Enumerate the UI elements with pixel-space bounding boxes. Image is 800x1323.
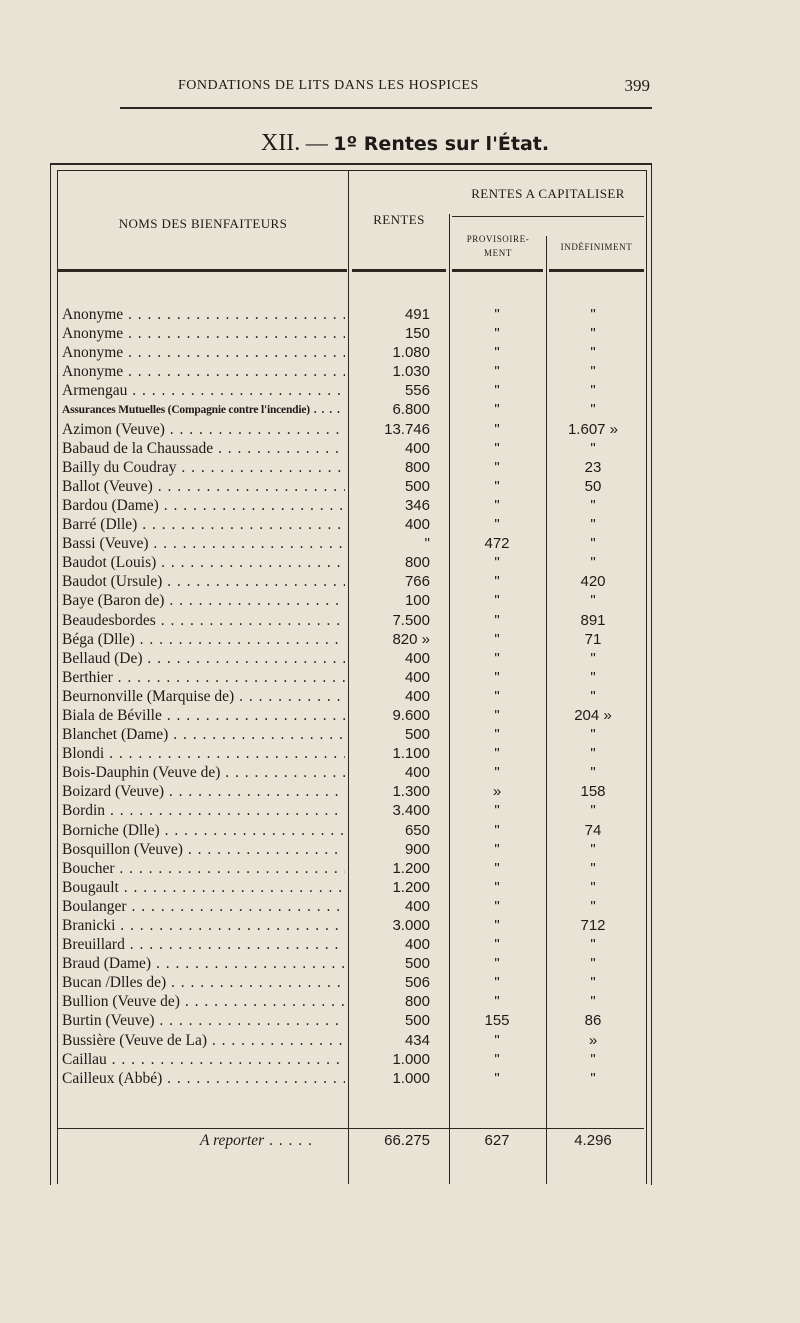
table-row [0, 325, 800, 344]
row-provisoire: " [494, 974, 500, 992]
row-indefiniment: " [590, 439, 596, 457]
table-row [0, 535, 800, 554]
table-row [0, 898, 800, 917]
header-bar-rentes [352, 269, 446, 272]
section-dash: — [305, 130, 328, 155]
table-row [0, 363, 800, 382]
table-row [0, 688, 800, 707]
row-indefiniment: 891 [580, 611, 606, 629]
row-rentes: 766 [404, 573, 430, 591]
row-rentes: 500 [404, 726, 430, 744]
row-provisoire: " [494, 726, 500, 744]
row-name: Barré (Dlle) . . . [62, 516, 345, 534]
table-row [0, 764, 800, 783]
row-provisoire: " [494, 1050, 500, 1068]
row-indefiniment: " [590, 897, 596, 915]
header-bar-provisoire [452, 269, 543, 272]
row-rentes: 500 [404, 477, 430, 495]
row-provisoire: " [494, 955, 500, 973]
row-rentes: 400 [404, 936, 430, 954]
row-rentes: 400 [404, 687, 430, 705]
row-name: Bois-Dauphin (Veuve de) . . . [62, 764, 345, 782]
table-row [0, 841, 800, 860]
table-row [0, 669, 800, 688]
row-indefiniment: " [590, 401, 596, 419]
row-rentes: 3.000 [392, 917, 430, 934]
row-rentes: 800 [404, 458, 430, 476]
row-provisoire: " [494, 859, 500, 877]
table-row [0, 726, 800, 745]
row-provisoire: " [494, 382, 500, 400]
row-indefiniment: " [590, 535, 596, 553]
row-provisoire: " [494, 516, 500, 534]
row-rentes: 346 [404, 496, 430, 514]
row-name: Branicki . . . [62, 917, 345, 935]
row-name: Ballot (Veuve) . . . [62, 478, 345, 496]
row-name: Boizard (Veuve) . . . [62, 783, 345, 801]
row-name: Baudot (Ursule) . . . [62, 573, 345, 591]
table-row [0, 401, 800, 420]
row-rentes: 6.800 [392, 401, 430, 419]
row-rentes: 9.600 [392, 706, 430, 724]
row-provisoire: » [492, 783, 502, 801]
row-provisoire: " [494, 668, 500, 686]
table-row [0, 936, 800, 955]
row-name: Armengau . . . [62, 382, 345, 400]
row-provisoire: " [494, 477, 500, 495]
table-row [0, 421, 800, 440]
row-indefiniment: " [590, 306, 596, 323]
row-name: Burtin (Veuve) . . . [62, 1012, 345, 1030]
table-row [0, 459, 800, 478]
row-provisoire: " [494, 458, 500, 476]
table-row [0, 497, 800, 516]
table-row [0, 822, 800, 841]
row-name: Boulanger . . . [62, 898, 345, 916]
row-indefiniment: 23 [584, 458, 602, 476]
row-indefiniment: " [590, 363, 596, 381]
row-indefiniment: " [590, 668, 596, 686]
row-indefiniment: " [590, 840, 596, 858]
row-indefiniment: 74 [584, 821, 602, 839]
row-indefiniment: " [590, 993, 596, 1011]
row-provisoire: " [494, 344, 500, 362]
row-provisoire: " [494, 363, 500, 381]
total-row [0, 1132, 800, 1154]
row-provisoire: 472 [484, 535, 510, 553]
row-indefiniment: " [590, 764, 596, 782]
row-indefiniment: " [590, 516, 596, 534]
row-name: Biala de Béville . . . [62, 707, 345, 725]
row-indefiniment: " [590, 325, 596, 343]
table-row [0, 1032, 800, 1051]
table-row [0, 478, 800, 497]
row-indefiniment: 420 [580, 573, 606, 591]
row-rentes: 800 [404, 554, 430, 572]
row-name: Berthier . . . [62, 669, 345, 687]
row-indefiniment: 71 [584, 630, 602, 648]
header-rule [120, 107, 652, 109]
row-name: Bosquillon (Veuve) . . . [62, 841, 345, 859]
row-provisoire: " [494, 1031, 500, 1049]
row-provisoire: " [494, 840, 500, 858]
row-rentes: 1.000 [392, 1069, 430, 1087]
row-name: Bucan /Dlles de) . . . [62, 974, 345, 992]
row-name: Blondi . . . [62, 745, 345, 763]
table-row [0, 650, 800, 669]
row-rentes: 820 » [392, 630, 430, 648]
row-provisoire: " [494, 764, 500, 782]
row-provisoire: " [494, 897, 500, 915]
row-rentes: 400 [404, 897, 430, 915]
col-header-provisoire-line2: MENT [484, 248, 512, 258]
row-name: Baye (Baron de) . . . [62, 592, 345, 610]
row-name: Bardou (Dame) . . . [62, 497, 345, 515]
row-rentes: 13.746 [384, 420, 430, 438]
row-name: Breuillard . . . [62, 936, 345, 954]
row-name: Beaudesbordes . . . [62, 612, 345, 630]
row-provisoire: " [494, 325, 500, 343]
row-rentes: 400 [404, 668, 430, 686]
row-rentes: 3.400 [392, 802, 430, 820]
table-body [0, 306, 800, 1089]
row-indefiniment: 204 » [574, 706, 612, 724]
col-header-provisoire-line1: PROVISOIRE- [466, 234, 530, 244]
total-rentes: 66.275 [384, 1132, 430, 1149]
row-provisoire: " [494, 420, 500, 438]
row-indefiniment: " [590, 974, 596, 992]
row-provisoire: " [494, 401, 500, 419]
row-provisoire: " [494, 1069, 500, 1087]
row-rentes: 500 [404, 1012, 430, 1030]
row-provisoire: " [494, 936, 500, 954]
row-rentes: 1.030 [392, 363, 430, 381]
row-indefiniment: » [588, 1031, 598, 1049]
row-indefiniment: 86 [584, 1012, 602, 1030]
row-name: Cailleux (Abbé) . . . [62, 1070, 345, 1088]
row-rentes: 491 [404, 306, 430, 323]
table-row [0, 974, 800, 993]
row-provisoire: " [494, 917, 500, 934]
header-bar-names [58, 269, 347, 272]
row-name: Bussière (Veuve de La) . . . [62, 1032, 345, 1050]
row-indefiniment: " [590, 859, 596, 877]
row-indefiniment: " [590, 802, 596, 820]
row-provisoire: 155 [484, 1012, 510, 1030]
row-rentes: 506 [404, 974, 430, 992]
row-rentes: 1.100 [392, 745, 430, 763]
row-indefiniment: " [590, 1050, 596, 1068]
table-row [0, 573, 800, 592]
table-row [0, 592, 800, 611]
row-name: Beurnonville (Marquise de) . . . [62, 688, 345, 706]
table-row [0, 1051, 800, 1070]
running-title: FONDATIONS DE LITS DANS LES HOSPICES [178, 78, 479, 93]
row-name: Baudot (Louis) . . . [62, 554, 345, 572]
row-indefiniment: " [590, 955, 596, 973]
row-name: Assurances Mutuelles (Compagnie contre l'incendie) . . . [62, 404, 345, 416]
row-indefiniment: " [590, 554, 596, 572]
page-header [50, 78, 650, 100]
row-indefiniment: " [590, 936, 596, 954]
row-provisoire: " [494, 802, 500, 820]
table-row [0, 783, 800, 802]
row-indefiniment: " [590, 382, 596, 400]
table-row [0, 1012, 800, 1031]
row-provisoire: " [494, 706, 500, 724]
section-title [0, 130, 800, 157]
row-indefiniment: " [590, 687, 596, 705]
row-indefiniment: " [590, 344, 596, 362]
row-name: Borniche (Dlle) . . . [62, 822, 345, 840]
row-provisoire: " [494, 554, 500, 572]
table-row [0, 917, 800, 936]
row-indefiniment: 50 [584, 477, 602, 495]
row-provisoire: " [494, 821, 500, 839]
table-row [0, 802, 800, 821]
row-rentes: 7.500 [392, 611, 430, 629]
row-name: Braud (Dame) . . . [62, 955, 345, 973]
row-name: Azimon (Veuve) . . . [62, 421, 345, 439]
row-provisoire: " [494, 573, 500, 591]
row-provisoire: " [494, 611, 500, 629]
row-indefiniment: " [590, 496, 596, 514]
table-row [0, 631, 800, 650]
col-header-provisoire [450, 232, 546, 260]
row-name: Bassi (Veuve) . . . [62, 535, 345, 553]
row-rentes: 1.300 [392, 783, 430, 801]
row-rentes: 800 [404, 993, 430, 1011]
row-rentes: 400 [404, 764, 430, 782]
row-name: Anonyme . . . [62, 325, 345, 343]
table-row [0, 860, 800, 879]
row-provisoire: " [494, 496, 500, 514]
table-row [0, 306, 800, 325]
row-provisoire: " [494, 592, 500, 610]
table-row [0, 993, 800, 1012]
col-header-indefiniment: INDÉFINIMENT [560, 242, 633, 252]
row-name: Caillau . . . [62, 1051, 345, 1069]
row-rentes: 100 [404, 592, 430, 610]
table-row [0, 612, 800, 631]
table-row [0, 516, 800, 535]
row-indefiniment: 712 [580, 917, 606, 934]
row-rentes: 400 [404, 439, 430, 457]
section-number: XII. [260, 130, 301, 156]
table-row [0, 344, 800, 363]
table-row [0, 440, 800, 459]
row-indefiniment: " [590, 745, 596, 763]
row-indefiniment: " [590, 878, 596, 896]
row-provisoire: " [494, 630, 500, 648]
total-indefiniment: 4.296 [574, 1132, 612, 1149]
section-subtitle: 1º Rentes sur l'État. [333, 133, 550, 155]
row-indefiniment: " [590, 726, 596, 744]
row-provisoire: " [494, 687, 500, 705]
col-header-group: RENTES A CAPITALISER [471, 186, 625, 201]
table-row [0, 879, 800, 898]
row-name: Bougault . . . [62, 879, 345, 897]
table-row [0, 707, 800, 726]
table-row [0, 745, 800, 764]
total-provisoire: 627 [484, 1132, 510, 1149]
row-indefiniment: " [590, 649, 596, 667]
row-name: Béga (Dlle) . . . [62, 631, 345, 649]
row-name: Bellaud (De) . . . [62, 650, 345, 668]
row-name: Bailly du Coudray . . . [62, 459, 345, 477]
row-name: Babaud de la Chaussade . . . [62, 440, 345, 458]
row-rentes: 434 [404, 1031, 430, 1049]
table-row [0, 554, 800, 573]
row-provisoire: " [494, 993, 500, 1011]
table-inner-top-rule [57, 170, 647, 171]
header-bar-indefiniment [549, 269, 644, 272]
row-name: Boucher . . . [62, 860, 345, 878]
row-rentes: 1.200 [392, 859, 430, 877]
table-row [0, 1070, 800, 1089]
row-name: Bordin . . . [62, 802, 345, 820]
page-number: 399 [624, 76, 650, 95]
row-rentes: 556 [404, 382, 430, 400]
col-header-rentes: RENTES [373, 212, 425, 227]
col-header-names: NOMS DES BIENFAITEURS [118, 216, 288, 231]
row-indefiniment: " [590, 592, 596, 610]
row-rentes: 900 [404, 840, 430, 858]
table-row [0, 382, 800, 401]
row-name: Anonyme . . . [62, 306, 345, 324]
row-name: Bullion (Veuve de) . . . [62, 993, 345, 1011]
row-rentes: 1.000 [392, 1050, 430, 1068]
total-rule [58, 1128, 644, 1129]
row-provisoire: " [494, 878, 500, 896]
row-provisoire: " [494, 649, 500, 667]
row-rentes: 500 [404, 955, 430, 973]
row-rentes: 150 [404, 325, 430, 343]
row-indefiniment: " [590, 1069, 596, 1087]
row-rentes: 400 [404, 649, 430, 667]
row-name: Anonyme . . . [62, 363, 345, 381]
row-provisoire: " [494, 745, 500, 763]
row-rentes: 400 [404, 516, 430, 534]
row-provisoire: " [494, 306, 500, 323]
total-label: A reporter . . . [200, 1132, 313, 1150]
row-rentes: 1.200 [392, 878, 430, 896]
row-rentes: " [424, 535, 430, 553]
table-row [0, 955, 800, 974]
row-name: Blanchet (Dame) . . . [62, 726, 345, 744]
row-rentes: 650 [404, 821, 430, 839]
row-indefiniment: 1.607 » [567, 420, 619, 438]
row-name: Anonyme . . . [62, 344, 345, 362]
row-indefiniment: 158 [580, 783, 606, 801]
group-header-rule [452, 216, 644, 217]
row-provisoire: " [494, 439, 500, 457]
row-rentes: 1.080 [392, 344, 430, 362]
